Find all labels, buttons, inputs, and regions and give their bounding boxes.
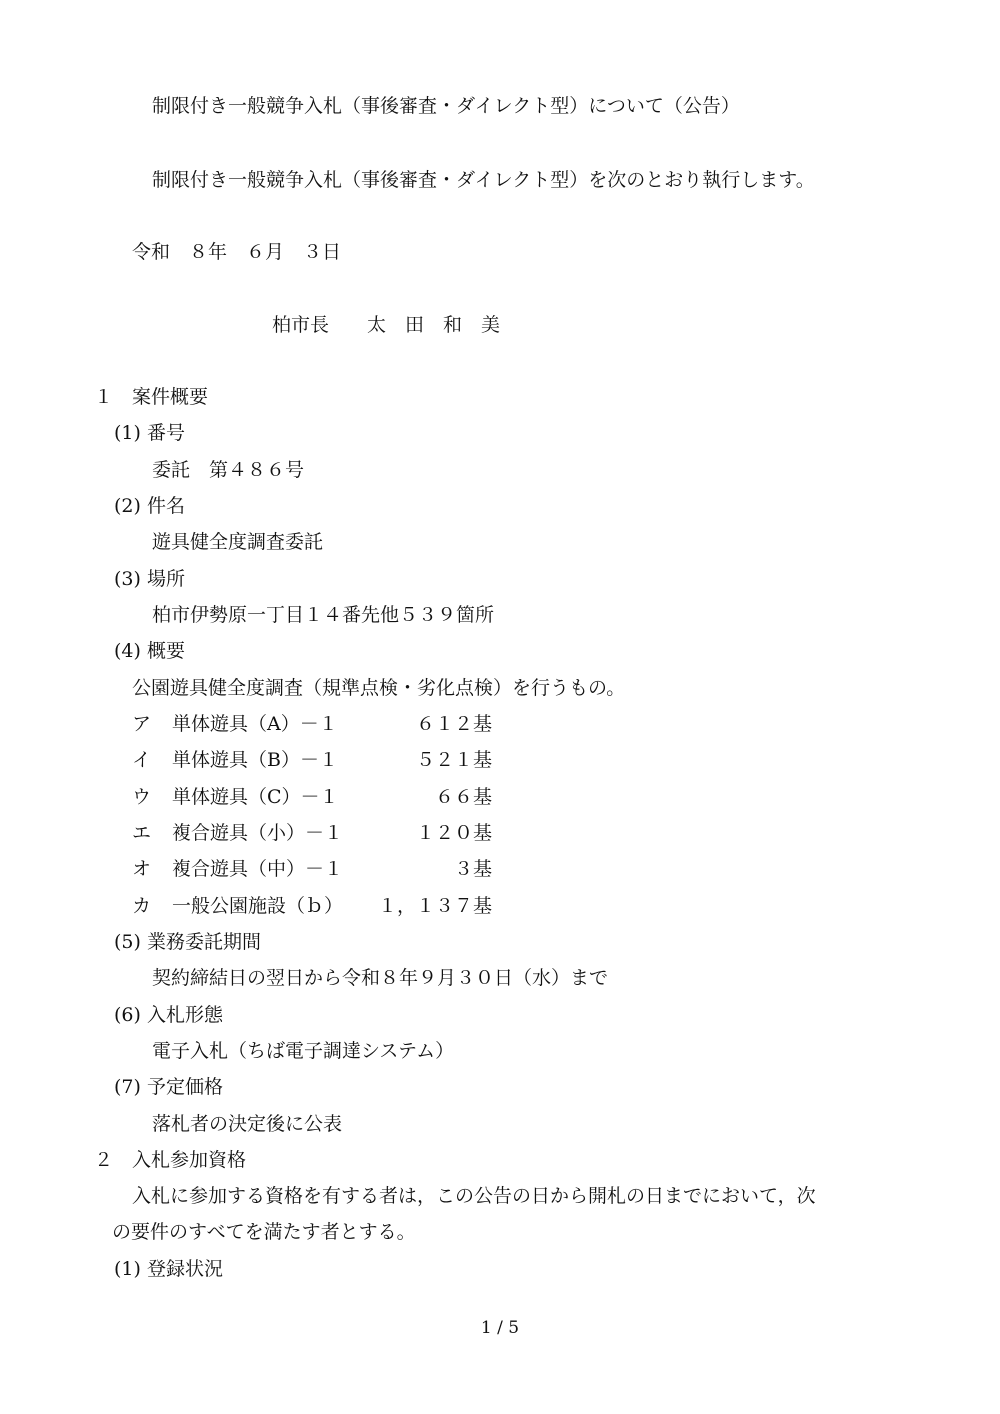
item-marker: オ: [132, 858, 152, 880]
item-marker: ア: [132, 713, 152, 735]
intro-text: 制限付き一般競争入札（事後審査・ダイレクト型）を次のとおり執行します。: [152, 169, 815, 191]
registration-label: (1) 登録状況: [114, 1258, 223, 1280]
overview-desc: 公園遊具健全度調査（規準点検・劣化点検）を行うもの。: [132, 677, 626, 699]
eligibility-paragraph-line1: 入札に参加する資格を有する者は，この公告の日から開札の日までにおいて，次: [132, 1185, 816, 1207]
item-name: 複合遊具（中）－１: [172, 858, 344, 880]
item-quantity: ３基: [453, 858, 492, 880]
name-label: (2) 件名: [114, 495, 185, 517]
item-marker: エ: [132, 822, 152, 844]
number-value: 委託 第４８６号: [152, 459, 305, 481]
item-name: 一般公園施設（ｂ）: [172, 895, 344, 917]
item-name: 単体遊具（A）－１: [172, 713, 338, 735]
item-marker: カ: [132, 895, 152, 917]
item-name: 単体遊具（B）－１: [172, 749, 338, 771]
form-label: (6) 入札形態: [114, 1004, 223, 1026]
item-name: 単体遊具（C）－１: [172, 786, 339, 808]
item-quantity: １，１３７基: [377, 895, 492, 917]
list-item: [132, 748, 492, 772]
list-item: [132, 821, 492, 845]
page-number: 1 / 5: [480, 1318, 520, 1338]
name-value: 遊具健全度調査委託: [152, 531, 324, 553]
number-label: (1) 番号: [114, 422, 185, 444]
list-item: [132, 894, 492, 918]
item-quantity: １２０基: [415, 822, 492, 844]
form-value: 電子入札（ちば電子調達システム）: [152, 1040, 455, 1062]
overview-label: (4) 概要: [114, 640, 185, 662]
eligibility-paragraph-line2: の要件のすべてを満たす者とする。: [112, 1221, 416, 1243]
item-marker: ウ: [132, 786, 152, 808]
period-value: 契約締結日の翌日から令和８年９月３０日（水）まで: [152, 967, 609, 989]
location-value: 柏市伊勢原一丁目１４番先他５３９箇所: [152, 604, 495, 626]
location-label: (3) 場所: [114, 568, 185, 590]
item-name: 複合遊具（小）－１: [172, 822, 344, 844]
price-value: 落札者の決定後に公表: [152, 1113, 343, 1135]
item-quantity: ５２１基: [415, 749, 492, 771]
period-label: (5) 業務委託期間: [114, 931, 261, 953]
section1-heading: １ 案件概要: [94, 386, 209, 408]
list-item: [132, 857, 492, 881]
item-marker: イ: [132, 749, 152, 771]
notice-date: 令和 ８年 ６月 ３日: [132, 241, 342, 263]
price-label: (7) 予定価格: [114, 1076, 223, 1098]
list-item: [132, 712, 492, 736]
item-quantity: ６６基: [434, 786, 492, 808]
document-title: 制限付き一般競争入札（事後審査・ダイレクト型）について（公告）: [152, 95, 740, 117]
section2-heading: ２ 入札参加資格: [94, 1149, 247, 1171]
signatory: 柏市長 太 田 和 美: [272, 314, 501, 336]
list-item: [132, 785, 492, 809]
item-quantity: ６１２基: [415, 713, 492, 735]
